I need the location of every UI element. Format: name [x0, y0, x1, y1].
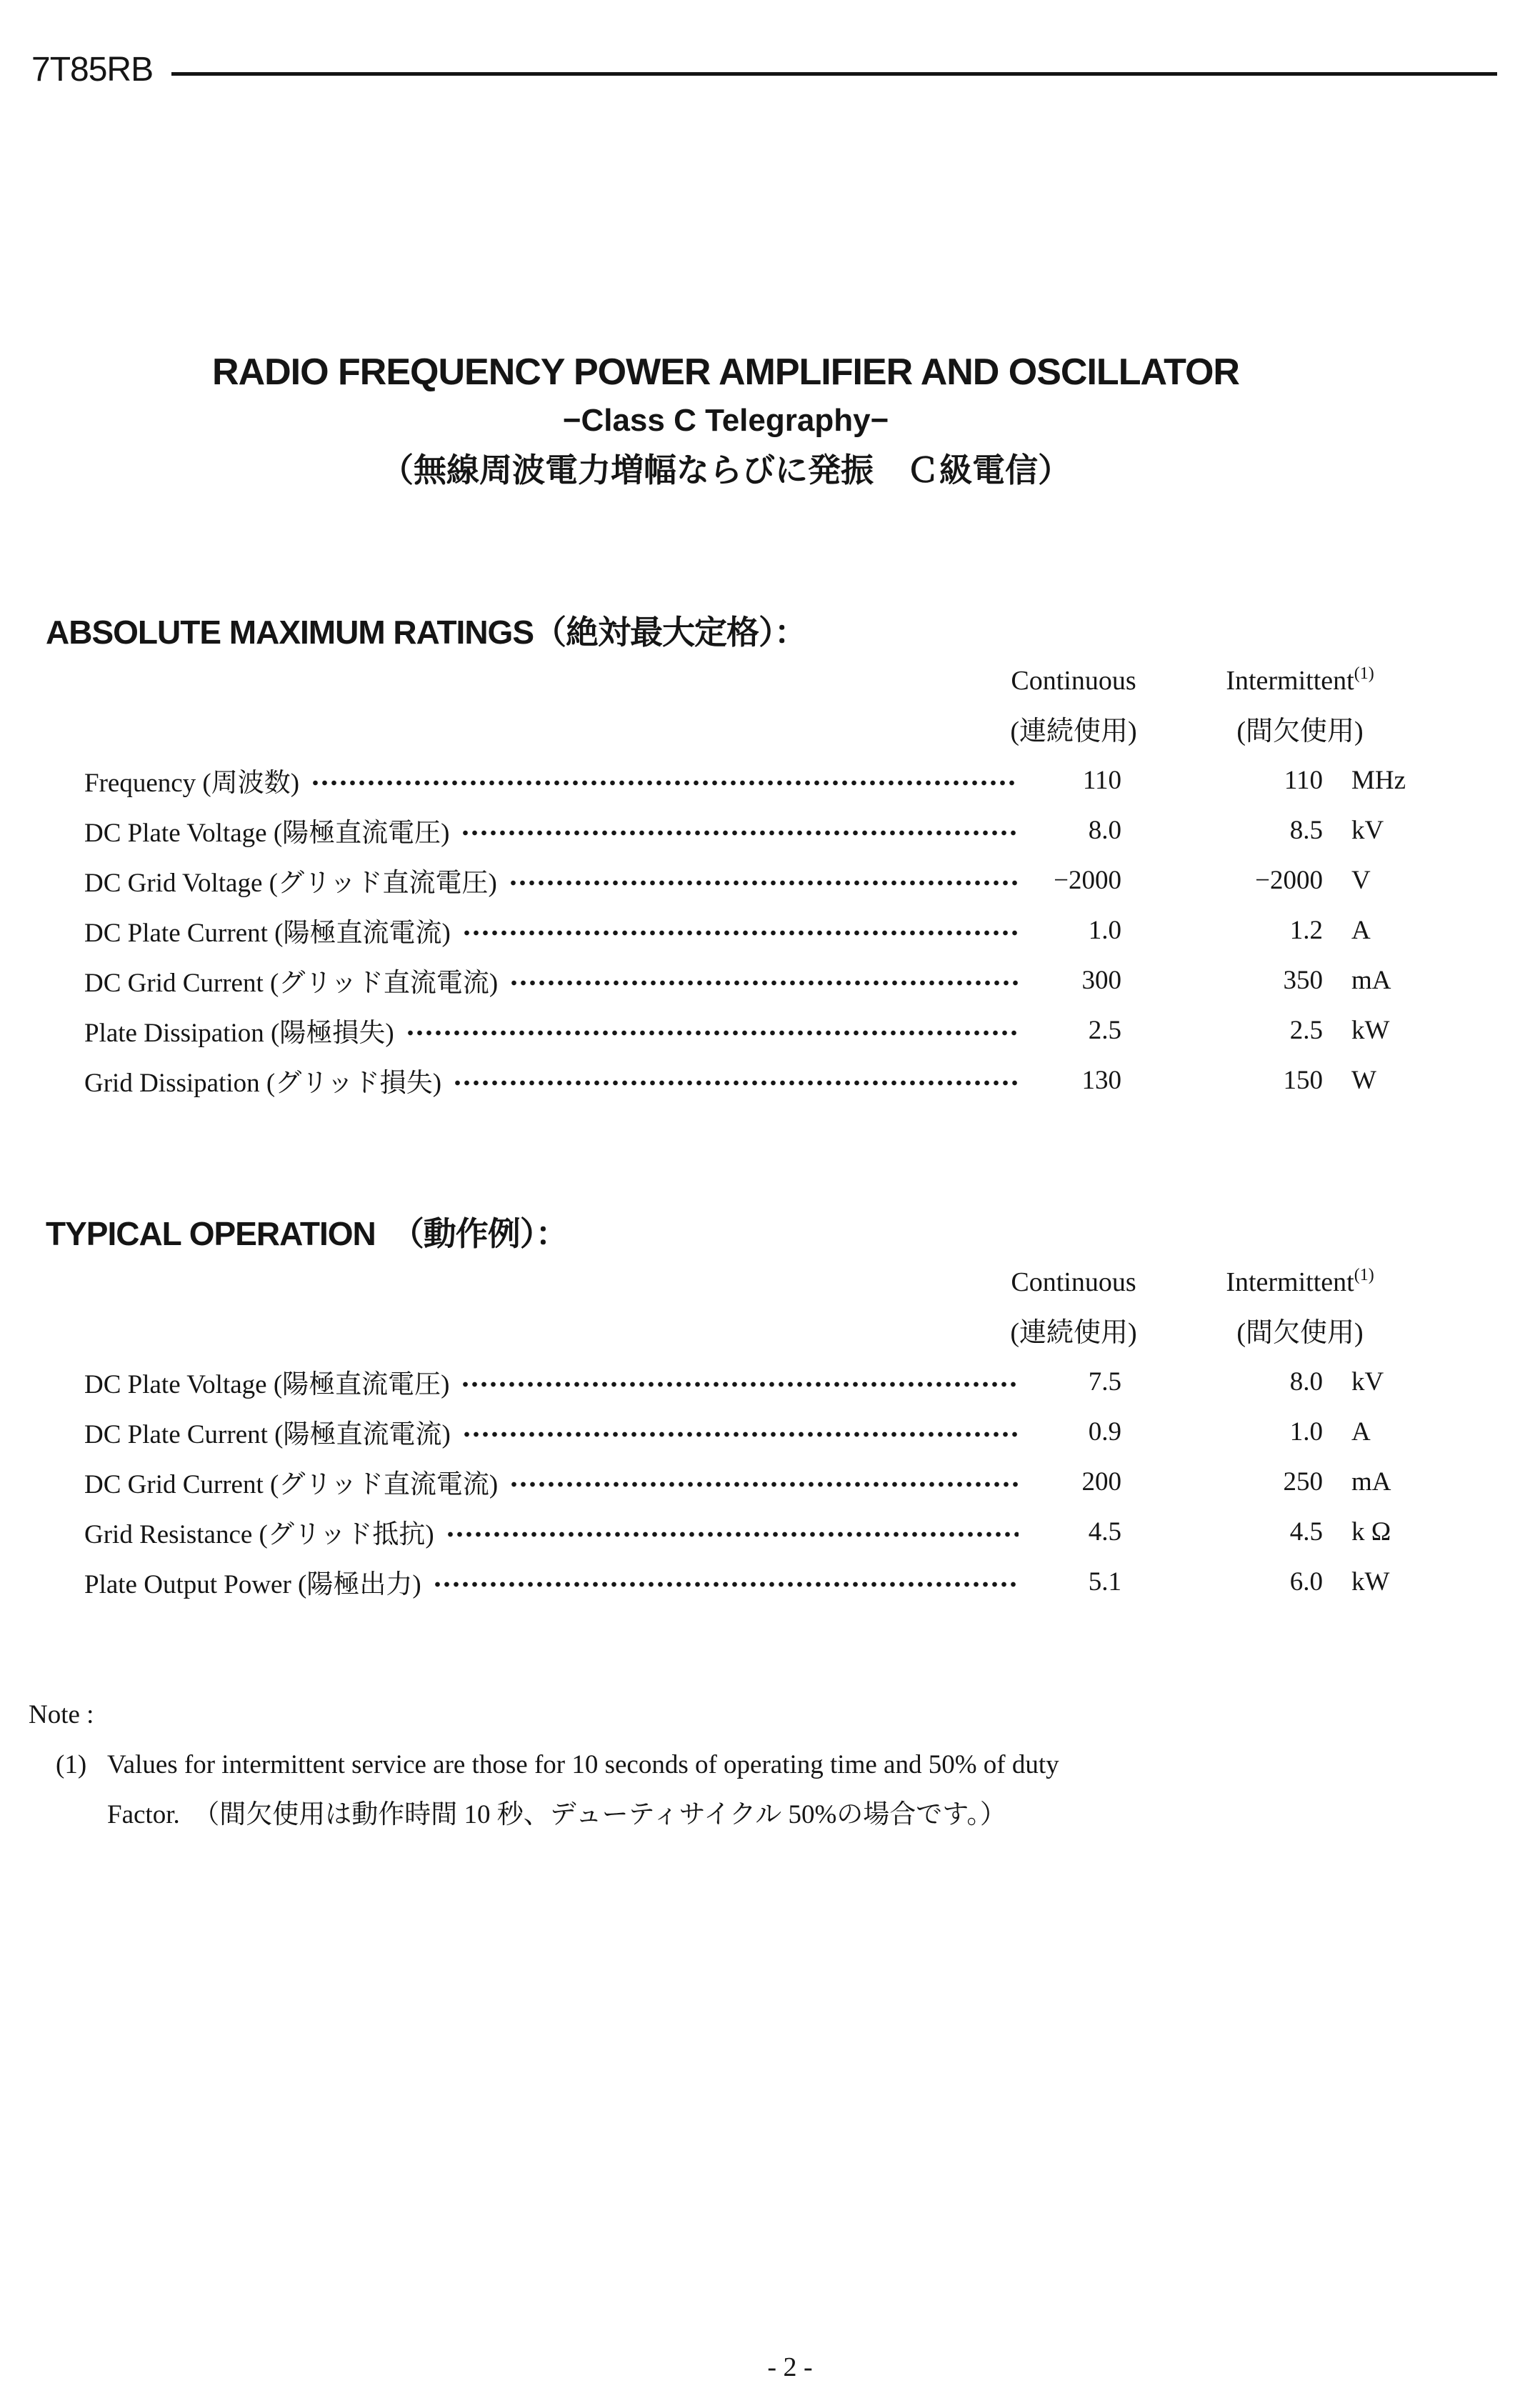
- table-row: [84, 1507, 1434, 1557]
- dotted-leader: [509, 880, 1019, 886]
- dotted-leader: [461, 1382, 1019, 1387]
- document-header: [0, 0, 1520, 90]
- value-intermittent: 8.0: [1289, 1367, 1323, 1397]
- value-continuous: 5.1: [1088, 1567, 1121, 1597]
- column-headers-ja-1: [954, 708, 1520, 755]
- column-headers-en-2: [954, 1259, 1520, 1309]
- row-label: DC Plate Current (陽極直流電流): [84, 1420, 451, 1449]
- row-label: DC Plate Current (陽極直流電流): [84, 919, 451, 948]
- row-label: Grid Dissipation (グリッド損失): [84, 1069, 442, 1098]
- title-line-2: −Class C Telegraphy−: [562, 403, 889, 438]
- dotted-leader: [462, 1432, 1019, 1437]
- note-label: Note :: [29, 1700, 94, 1729]
- table-row: [84, 1055, 1434, 1105]
- unit: A: [1351, 1417, 1371, 1447]
- page-number: - 2 -: [767, 2352, 813, 2382]
- column-header-intermittent: Intermittent$^{(1)}$: [1226, 1266, 1374, 1297]
- unit: kV: [1351, 815, 1384, 845]
- dotted-leader: [311, 780, 1019, 786]
- footnote-ref-1: (1): [1354, 664, 1374, 683]
- value-intermittent: 150: [1283, 1065, 1323, 1095]
- value-intermittent: 8.5: [1289, 815, 1323, 845]
- column-header-intermittent: Intermittent$^{(1)}$: [1226, 664, 1374, 696]
- note-section: [0, 1690, 1520, 1840]
- section-heading-typical-operation: TYPICAL OPERATION （動作例）：: [46, 1215, 568, 1252]
- dotted-leader: [453, 1080, 1019, 1086]
- dotted-leader: [509, 980, 1019, 986]
- table-row: [84, 805, 1434, 855]
- unit: mA: [1351, 965, 1391, 995]
- column-header-continuous-ja: (連続使用): [1010, 716, 1137, 746]
- value-intermittent: 110: [1284, 765, 1323, 795]
- table-row: [84, 855, 1434, 905]
- value-continuous: 200: [1081, 1467, 1121, 1497]
- value-intermittent: 2.5: [1289, 1015, 1323, 1045]
- row-label: Plate Output Power (陽極出力): [84, 1570, 421, 1599]
- unit: V: [1351, 865, 1371, 895]
- dotted-leader: [461, 830, 1019, 836]
- table-row: [84, 1557, 1434, 1607]
- value-continuous: 2.5: [1088, 1015, 1121, 1045]
- row-label: Grid Resistance (グリッド抵抗): [84, 1520, 434, 1549]
- header-rule: [171, 72, 1497, 76]
- section-heading-absolute-maximum-ratings: ABSOLUTE MAXIMUM RATINGS（絶対最大定格）：: [46, 614, 807, 651]
- row-label: DC Plate Voltage (陽極直流電圧): [84, 1370, 450, 1399]
- table-row: [84, 955, 1434, 1005]
- note-marker: (1): [56, 1750, 87, 1779]
- note-text: [107, 1740, 1059, 1840]
- value-intermittent: 350: [1283, 965, 1323, 995]
- unit: k Ω: [1351, 1517, 1391, 1547]
- dotted-leader: [509, 1482, 1019, 1487]
- value-intermittent: −2000: [1255, 865, 1323, 895]
- title-line-3: （無線周波電力増幅ならびに発振 Ｃ級電信）: [381, 451, 1071, 489]
- unit: MHz: [1351, 765, 1406, 795]
- note-item: [56, 1740, 1520, 1840]
- unit: A: [1351, 915, 1371, 945]
- typical-operation-table: [0, 1357, 1520, 1607]
- value-continuous: 130: [1081, 1065, 1121, 1095]
- unit: W: [1351, 1065, 1376, 1095]
- table-row: [84, 1457, 1434, 1507]
- unit: mA: [1351, 1467, 1391, 1497]
- value-intermittent: 4.5: [1289, 1517, 1323, 1547]
- column-headers-ja-2: [954, 1309, 1520, 1357]
- title-block: [0, 347, 1520, 496]
- note-text-line-1: Values for intermittent service are those for 10 seconds of operating time and 50% of duty: [107, 1750, 1059, 1779]
- model-number: 7T85RB: [31, 51, 154, 89]
- dotted-leader: [406, 1030, 1019, 1036]
- unit: kW: [1351, 1567, 1390, 1597]
- value-continuous: 300: [1081, 965, 1121, 995]
- table-row: [84, 1357, 1434, 1407]
- row-label: DC Grid Current (グリッド直流電流): [84, 1470, 499, 1499]
- unit: kV: [1351, 1367, 1384, 1397]
- row-label: DC Grid Voltage (グリッド直流電圧): [84, 869, 497, 898]
- note-text-line-2: Factor. （間欠使用は動作時間 10 秒、デューティサイクル 50%の場合です。）: [107, 1800, 1006, 1829]
- value-intermittent: 1.0: [1289, 1417, 1323, 1447]
- absolute-maximum-ratings-table: [0, 755, 1520, 1105]
- dotted-leader: [462, 930, 1019, 936]
- column-header-continuous-ja: (連続使用): [1010, 1318, 1137, 1348]
- column-header-intermittent-ja: (間欠使用): [1236, 716, 1364, 746]
- column-header-continuous: Continuous: [1011, 1267, 1136, 1297]
- dotted-leader: [446, 1532, 1019, 1537]
- footnote-ref-1: (1): [1354, 1266, 1374, 1284]
- value-continuous: 8.0: [1088, 815, 1121, 845]
- value-continuous: 4.5: [1088, 1517, 1121, 1547]
- column-header-intermittent-ja: (間欠使用): [1236, 1318, 1364, 1348]
- table-row: [84, 1005, 1434, 1055]
- unit: kW: [1351, 1015, 1390, 1045]
- row-label: DC Grid Current (グリッド直流電流): [84, 969, 499, 998]
- value-continuous: 1.0: [1088, 915, 1121, 945]
- table-row: [84, 1407, 1434, 1457]
- table-row: [84, 905, 1434, 955]
- value-intermittent: 6.0: [1289, 1567, 1323, 1597]
- row-label: Plate Dissipation (陽極損失): [84, 1019, 394, 1048]
- value-continuous: 7.5: [1088, 1367, 1121, 1397]
- row-label: DC Plate Voltage (陽極直流電圧): [84, 819, 450, 848]
- value-continuous: 0.9: [1088, 1417, 1121, 1447]
- row-label: Frequency (周波数): [84, 769, 300, 798]
- value-intermittent: 250: [1283, 1467, 1323, 1497]
- dotted-leader: [433, 1582, 1019, 1587]
- column-headers-en-1: [954, 657, 1520, 708]
- column-header-continuous: Continuous: [1011, 666, 1136, 696]
- value-intermittent: 1.2: [1289, 915, 1323, 945]
- value-continuous: −2000: [1054, 865, 1121, 895]
- value-continuous: 110: [1082, 765, 1121, 795]
- title-line-1: RADIO FREQUENCY POWER AMPLIFIER AND OSCILLATOR: [212, 351, 1239, 393]
- table-row: [84, 755, 1434, 805]
